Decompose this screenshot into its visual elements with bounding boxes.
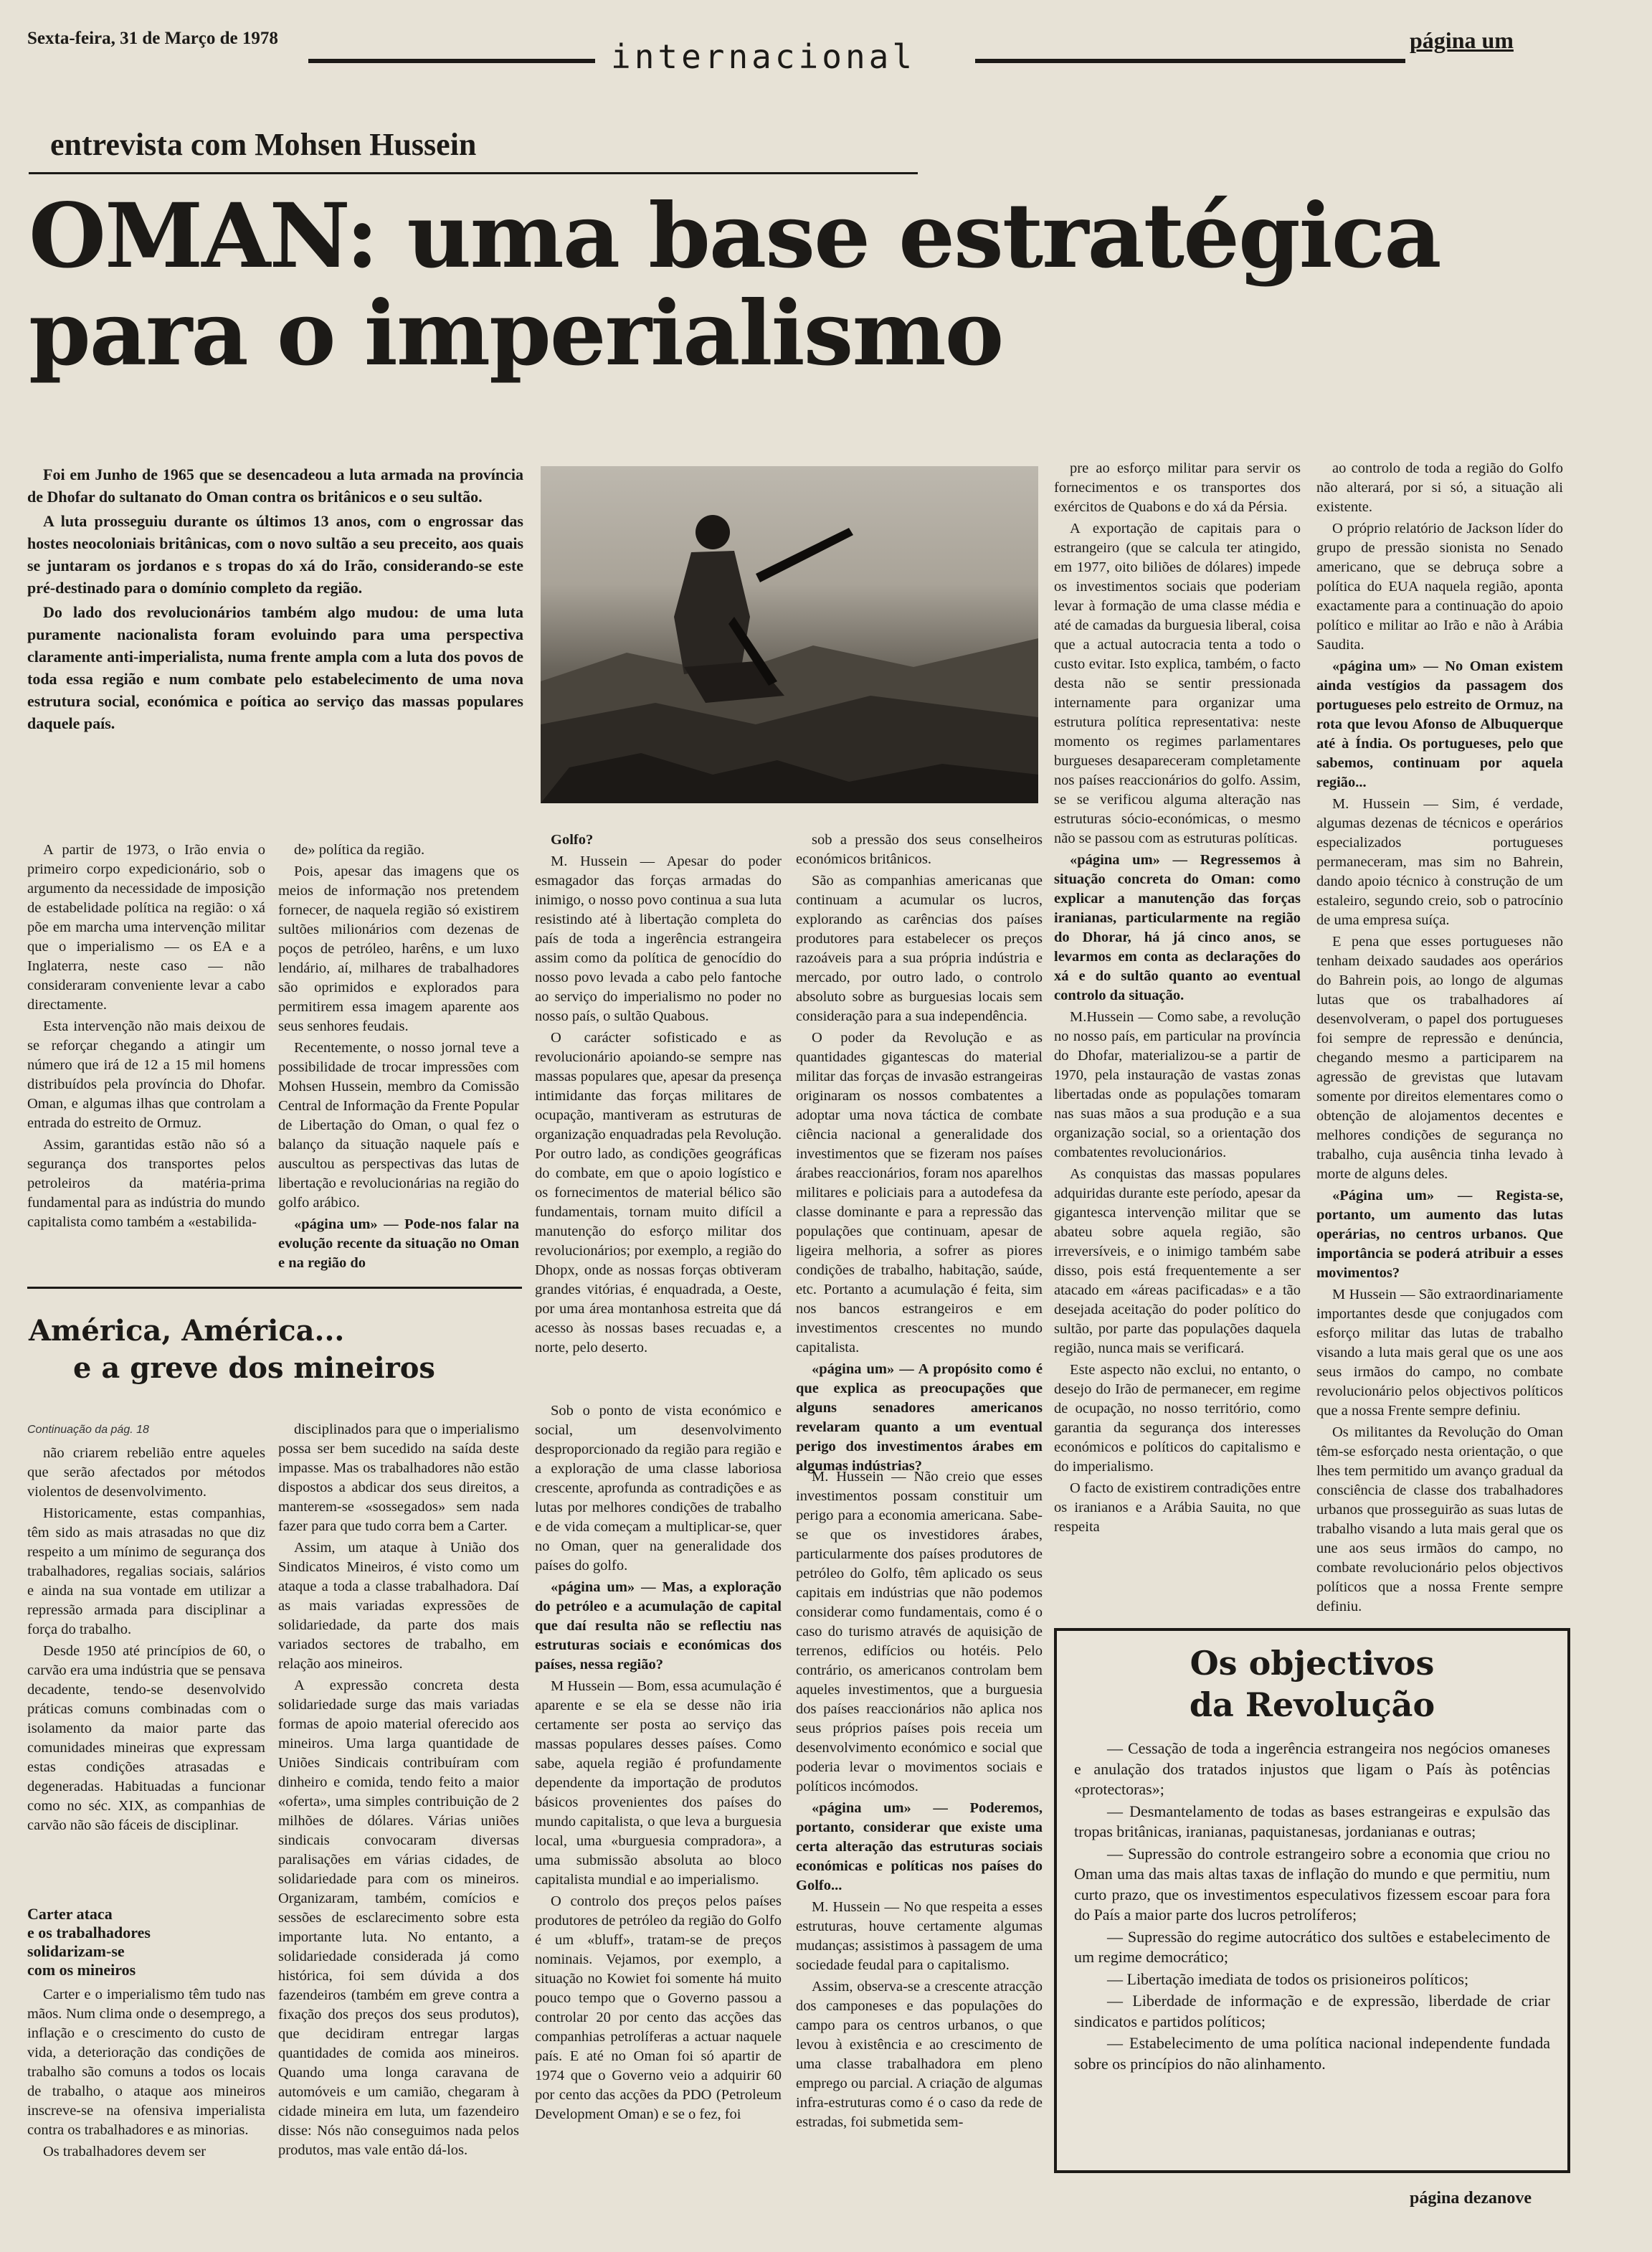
article-paragraph: M.Hussein — Como sabe, a revolução no nosso país, em particular na província do Dhofar, materializou-se a partir de 1970, pela instauração de vastas zonas libertadas onde as populações tomaram nas suas mãos a sua produção e a sua organização social, so a orientação dos combatentes revolucionários.	[1054, 1009, 1301, 1160]
article-paragraph: Assim, garantidas estão não só a segurança dos transportes pelos petroleiros da matéria-prima fundamental para as indústria do mundo capitalista como também a «estabilida-	[27, 1137, 265, 1230]
sidebar-paragraph: Os trabalhadores devem ser	[43, 2144, 206, 2159]
fighter-photo	[541, 466, 1038, 803]
sidebar-column-1b	[27, 1901, 265, 2166]
objective-item: — Estabelecimento de uma política nacional independente fundada sobre os princípios do não alinhamento.	[1074, 2034, 1550, 2073]
sidebar-rule	[27, 1287, 522, 1289]
article-paragraph: Os militantes da Revolução do Oman têm-se esforçado nesta orientação, o que lhes tem permitido um avanço gradual da consciência de classe dos trabalhadores urbanos que prosseguirão as suas lutas de trabalho visando a luta mais geral que os une aos seus irmãos do campo, no combate revolucionário pelos objectivos políticos que a nossa Frente sempre definiu.	[1316, 1424, 1563, 1614]
sidebar-subhead-line: com os mineiros	[27, 1961, 136, 1979]
sidebar-paragraph: Desde 1950 até princípios de 60, o carvão era uma indústria que se pensava decadente, tendo-se desenvolvido práticas comuns combinadas com o isolamento da maior parte das comunidades mineiras que expressam estas condições atrasadas e degeneradas. Habituadas a funcionar como no séc. XIX, as companhias de carvão não são fáceis de disciplinar.	[27, 1643, 265, 1833]
article-paragraph: M. Hussein — Não creio que esses investimentos possam constituir um perigo para a economia americana. Sabe-se que os investidores árabes, particularmente dos países produtores de petróleo do Golfo, têm aplicado os seus capitais em indústrias que não podemos considerar como fundamentais, como é o caso do turismo através de aquisição de terrenos, edifícios ou hotéis. Pelo contrário, os americanos controlam bem aqueles investimentos, que a burguesia dos países reaccionários não aplica nos seus próprios países pois receia um desenvolvimento económico e social que poderia levar o movimentos sociais e políticos incómodos.	[796, 1469, 1043, 1794]
article-paragraph: Pois, apesar das imagens que os meios de informação nos pretendem fornecer, de naquela região só existirem sultões milionários com dezenas de poços de petróleo, harêns, e um luxo lendário, aí, milhares de trabalhadores são oprimidos e explorados para permitirem essa imagem aparente aos seus senhores feudais.	[278, 864, 519, 1034]
kicker-rule	[29, 172, 918, 174]
sidebar-paragraph: Carter e o imperialismo têm tudo nas mãos. Num clima onde o desemprego, a inflação e o crescimento do custo de vida, a deterioração das condições de trabalho são comuns a todos os locais de trabalho, o ataque aos mineiros inscreve-se na ofensiva imperialista contra os trabalhadores e as minorias.	[27, 1987, 265, 2138]
article-paragraph: O facto de existirem contradições entre os iranianos e a Arábia Sauita, no que respeita	[1054, 1480, 1301, 1535]
sidebar-subhead-line: e os trabalhadores	[27, 1924, 151, 1941]
article-paragraph: M Hussein — Bom, essa acumulação é aparente e se ela se desse não iria certamente ser posta ao serviço das massas populares desses países. Como sabe, aquela região é profundamente dependente da importação de produtos básicos provenientes dos países do mundo capitalista, o que leva a burguesia local, uma «burguesia compradora», a uma submissão absoluta ao bloco capitalista mundial e ao imperialismo.	[535, 1678, 782, 1888]
objectives-list	[1074, 1738, 1550, 2074]
objectives-title-line-1: Os objectivos	[1190, 1644, 1435, 1683]
issue-date: Sexta-feira, 31 de Março de 1978	[27, 29, 278, 48]
interview-question: «Página um» — Regista-se, portanto, um aumento das lutas operárias, no centros urbanos. Que importância se poderá atribuir a esses movimentos?	[1316, 1188, 1563, 1281]
sidebar-title-line-2: e a greve dos mineiros	[73, 1351, 435, 1385]
publication-name: página um	[1410, 27, 1514, 53]
article-paragraph: Recentemente, o nosso jornal teve a possibilidade de trocar impressões com Mohsen Hussein, membro da Comissão Central de Informação da Frente Popular de Libertação do Oman, o qual fez o balanço da situação naquele país e auscultou as perspectivas das lutas de libertação e revolucionárias na região do golfo arábico.	[278, 1040, 519, 1211]
sidebar-paragraph: Assim, um ataque à União dos Sindicatos Mineiros, é visto como um ataque a toda a classe trabalhadora. Daí as mais variadas expressões de solidariedade, da parte dos mais variados sectores de trabalho, em relação aos mineiros.	[278, 1540, 519, 1672]
interview-question: «página um» — Poderemos, portanto, considerar que existe uma certa alteração das estruturas sociais económicas e políticas nos países do Golfo...	[796, 1800, 1043, 1893]
article-column-3	[535, 831, 782, 1397]
article-paragraph: O próprio relatório de Jackson líder do grupo de pressão sionista no Senado americano, que se debruça sobre a política do EUA naquela região, aponta exactamente para a continuação do apoio político e militar ao Irão e não à Arábia Saudita.	[1316, 521, 1563, 653]
objective-item: — Desmantelamento de todas as bases estrangeiras e expulsão das tropas britânicas, iranianas, paquistanesas, jordanianas e outras;	[1074, 1802, 1550, 1840]
article-column-4	[796, 831, 1043, 1474]
article-paragraph: M. Hussein — Sim, é verdade, algumas dezenas de técnicos e operários especializados portugueses permaneceram, mas sim no Bahrein, dando apoio técnico à construção de um estaleiro, segundo creio, sob o patrocínio de uma empresa suíça.	[1316, 796, 1563, 928]
section-label: internacional	[611, 37, 916, 76]
article-paragraph: sob a pressão dos seus conselheiros económicos britânicos.	[796, 832, 1043, 867]
sidebar-title	[29, 1312, 435, 1387]
article-paragraph: O poder da Revolução e as quantidades gigantescas do material militar das forças de invasão estrangeiras originaram os nossos combatentes a adoptar uma nova táctica de combate ciência nacional a generalidade dos investimentos que se fizeram nos países árabes reaccionários, foram nos aparelhos militares e policiais para a autodefesa da classe dominante e para a repressão das populações que continuam, apesar de ligeira melhoria, a sofrer as piores condições de trabalho, habitação, saúde, etc. Portanto a acumulação é feita, sim nos bancos estrangeiros e em investimentos crescentes no mundo capitalista.	[796, 1030, 1043, 1356]
article-paragraph: ao controlo de toda a região do Golfo não alterará, por si só, a situação ali existente.	[1316, 460, 1563, 515]
sidebar-paragraph: disciplinados para que o imperialismo possa ser bem sucedido na saída deste impasse. Mas os trabalhadores não estão dispostos a abdicar dos seus direitos, a manterem-se «sossegados» sem nada fazer para que tudo corra bem a Carter.	[278, 1421, 519, 1534]
sidebar-paragraph: Historicamente, estas companhias, têm sido as mais atrasadas no que diz respeito a um mínimo de segurança dos trabalhadores, regalias sociais, salários e ainda na sua vontade em utilizar a repressão armada para disciplinar a força do trabalho.	[27, 1505, 265, 1637]
article-paragraph: São as companhias americanas que continuam a acumular os lucros, explorando as carências dos países produtores para estabelecer os preços razoáveis para a sua própria indústria e mercado, por outro lado, o controlo absoluto sobre as burguesias locais sem consideração para a sua independência.	[796, 873, 1043, 1024]
sidebar-column-1	[27, 1420, 265, 1893]
sidebar-paragraph: não criarem rebelião entre aqueles que serão afectados por métodos violentos de desenvolvimento.	[27, 1445, 265, 1500]
lead-text	[27, 463, 523, 829]
lead-paragraph: Foi em Junho de 1965 que se desencadeou a luta armada na província de Dhofar do sultanato do Oman contra os britânicos e o seu sultão.	[27, 465, 523, 506]
kicker: entrevista com Mohsen Hussein	[50, 127, 477, 162]
article-column-3b	[535, 1401, 782, 2183]
sidebar-column-2	[278, 1420, 519, 2173]
continuation-note: Continuação da pág. 18	[27, 1424, 149, 1436]
article-paragraph: Assim, observa-se a crescente atracção dos camponeses e das populações do campo para os centros urbanos, o que levou à existência e ao crescimento de uma classe trabalhadora em pleno emprego ou parcial. A criação de algumas infra-estruturas como é o caso da rede de estradas, foi submetida sem-	[796, 1979, 1043, 2130]
objectives-box	[1054, 1628, 1570, 2173]
interview-question: «página um» — No Oman existem ainda vestígios da passagem dos portugueses pelo estreito de Ormuz, na rota que levou Afonso de Albuquerque até à Índia. Os portugueses, pelo que sabemos, continuam por aquela região...	[1316, 658, 1563, 790]
article-paragraph: O carácter sofisticado e as revolucionário apoiando-se sempre nas massas populares que, apesar da presença intimidante das forças militares de ocupação, mantiveram as estruturas de organização enquadradas pela Revolução. Por outro lado, as condições geográficas do combate, em que o apoio logístico e os fornecimentos de material bélico são fundamentais, tornam muito difícil a manutenção do esforço militar dos revolucionários; por exemplo, a região do Dhopx, onde as nossas forças obtiveram grandes vitórias, é enquadrada, a Oeste, por uma área montanhosa estreita que dá acesso às nossas bases recuadas e, a norte, pelo deserto.	[535, 1030, 782, 1356]
objective-item: — Supressão do controle estrangeiro sobre a economia que criou no Oman uma das mais altas taxas de inflação do mundo e que permitiu, num curto prazo, que os investimentos especulativos fizessem escoar para fora do País a maior parte dos lucros petrolíferos;	[1074, 1844, 1550, 1924]
sidebar-subhead-line: Carter ataca	[27, 1905, 113, 1923]
article-paragraph: O controlo dos preços pelos países produtores de petróleo da região do Golfo é um «bluff», tratam-se de preços nominais. Vejamos, por exemplo, a situação no Kowiet foi somente há muito pouco tempo que o Governo passou a controlar 20 por cento das acções das companhias petrolíferas a actuar naquele país. E até no Oman foi só apartir de 1974 que o Governo veio a adquirir 60 por cento das acções da PDO (Petroleum Development Oman) e se o fez, foi	[535, 1893, 782, 2122]
article-column-1	[27, 841, 265, 1235]
lead-paragraph: A luta prosseguiu durante os últimos 13 anos, com o engrossar das hostes neocoloniais britânicas, com o novo sultão a seu preceito, aos quais se juntaram os jordanos e s tropas do xá do Irão, considerando-se este pré-destinado para o domínio completo da região.	[27, 512, 523, 597]
article-paragraph: M. Hussein — Apesar do poder esmagador das forças armadas do inimigo, o nosso povo continua a sua luta resistindo até à libertação completa do país de toda a ingerência estrangeira assim como da política de genocídio do nosso povo levada a cabo pelo fantoche ao serviço do imperialismo no poder no nosso país, o sultão Quabous.	[535, 853, 782, 1024]
objectives-title-line-2: da Revolução	[1189, 1685, 1435, 1724]
article-paragraph: pre ao esforço militar para servir os fornecimentos e os transportes dos exércitos de Quabons e do xá da Pérsia.	[1054, 460, 1301, 515]
interview-question: «página um» — Mas, a exploração do petróleo e a acumulação de capital que daí resulta não se reflectiu nas estruturas sociais e económicas dos países, nessa região?	[535, 1579, 782, 1673]
interview-question: «página um» — A propósito como é que explica as preocupações que alguns senadores americanos revelaram quanto a um eventual perigo dos investimentos árabes em algumas indústrias?	[796, 1361, 1043, 1474]
masthead-rule-left	[308, 59, 595, 63]
objective-item: — Supressão do regime autocrático dos sultões e estabelecimento de um regime democrático;	[1074, 1927, 1550, 1966]
article-column-5	[1054, 459, 1301, 1641]
lead-paragraph: Do lado dos revolucionários também algo mudou: de uma luta puramente nacionalista foram evoluindo para uma perspectiva claramente anti-imperialista, numa frente ampla com a luta dos povos de toda essa região e num combate pelo estabelecimento de uma nova estrutura social, económica e poítica ao serviço das massas populares daquele país.	[27, 603, 523, 732]
article-paragraph: A partir de 1973, o Irão envia o primeiro corpo expedicionário, sob o argumento da necessidade de imposição de estabelidade política na região: o xá põe em marcha uma intervenção militar que o imperialismo — os EA e a Inglaterra, neste caso — não consideraram conveniente levar a cabo directamente.	[27, 842, 265, 1013]
article-paragraph: M. Hussein — No que respeita a esses estruturas, houve certamente algumas mudanças; assistimos à passagem de uma sociedade feudal para o capitalismo.	[796, 1899, 1043, 1973]
article-column-4b	[796, 1467, 1043, 2185]
article-paragraph: As conquistas das massas populares adquiridas durante este período, apesar da gigantesca intervenção militar que se abateu sobre aquela região, são irreversíveis, e o inimigo também sabe disso, pois está frequentemente a ser atacado em «áreas pacificadas» e a tão desejada aceitação do poder político do sultão, por parte das populações daquela região, nunca mais se verificará.	[1054, 1166, 1301, 1356]
article-paragraph: E pena que esses portugueses não tenham deixado saudades aos operários do Bahrein pois, ao longo de algumas lutas que os trabalhadores aí desenvolveram, o papel dos portugueses foi sempre de repressão e denúncia, chegando mesmo a participarem na agressão de grevistas que lutavam somente por direitos elementares como o obtenção de alojamentos decentes e melhores condições de segurança no trabalho, cuja ausência tinha levado à morte de alguns deles.	[1316, 934, 1563, 1182]
article-paragraph: Esta intervenção não mais deixou de se reforçar chegando a atingir um número que irá de 12 a 15 mil homens distribuídos pela província do Dhofar. Oman, e algumas ilhas que controlam a entrada do estreito de Ormuz.	[27, 1018, 265, 1131]
objective-item: — Libertação imediata de todos os prisioneiros políticos;	[1107, 1969, 1469, 1988]
article-column-6	[1316, 459, 1563, 1641]
article-paragraph: M Hussein — São extraordinariamente importantes desde que conjugados com esforço militar das lutas de trabalho visando a luta mais geral que os une aos seus irmãos do campo, no combate revolucionário pelos objectivos políticos que a nossa Frente sempre definiu.	[1316, 1287, 1563, 1419]
interview-question: Golfo?	[551, 832, 594, 848]
headline-line-2: para o imperialismo	[29, 282, 1003, 386]
article-column-2	[278, 841, 519, 1271]
sidebar-subhead	[27, 1905, 265, 1979]
sidebar-title-line-1: América, América...	[29, 1314, 345, 1348]
objective-item: — Cessação de toda a ingerência estrangeira nos negócios omaneses e anulação dos tratados injustos que ligam o País às potências «protectoras»;	[1074, 1739, 1550, 1798]
article-paragraph: A exportação de capitais para o estrangeiro (que se calcula ter atingido, em 1977, oito biliões de dólares) impede os investimentos sociais que poderiam levar à formação de uma classe média e até de camadas da burguesia liberal, coisa que a actual autocracia tenta a todo o custo evitar. Isto explica, também, o facto desta não se sentir pressionada internamente para organizar uma estrutura política representativa: neste momento os regimes parlamentares burgueses desapareceram completamente nos países reaccionários do golfo. Assim, se se verificou alguma alteração nas estruturas sócio-económicas, o mesmo não se passou com as estruturas políticas.	[1054, 521, 1301, 846]
page-number: página dezanove	[1410, 2189, 1532, 2208]
interview-question: «página um» — Pode-nos falar na evolução recente da situação no Oman e na região do	[278, 1216, 519, 1271]
headline-title	[29, 184, 1606, 386]
sidebar-paragraph: A expressão concreta desta solidariedade surge das mais variadas formas de apoio material oferecido aos mineiros. Uma larga quantidade de Uniões Sindicais contribuíram com dinheiro e comida, tendo feito a maior «oferta», uma simples contribuição de 2 milhões de dólares. Várias uniões sindicais convocaram diversas paralisações em várias cidades, de solidariedade para com os mineiros. Organizaram, também, comícios e sessões de esclarecimento sobre esta importante luta. No entanto, a solidariedade considerada já como histórica, foi sem dúvida a dos fazendeiros (também em greve contra a fixação dos preços dos seus produtos), que decidiram entregar largas quantidades de comida aos mineiros. Quando uma longa caravana de automóveis e um camião, chegaram à cidade mineira em luta, um fazendeiro disse: Nós não conseguimos nada pelos produtos, mas vale então dá-los.	[278, 1678, 519, 2158]
interview-question: «página um» — Regressemos à situação concreta do Oman: como explicar a manutenção das forças iranianas, particularmente na região do Dhorar, há já cinco anos, se levarmos em conta as declarações do xá e do sultão quanto ao eventual controlo da situação.	[1054, 852, 1301, 1003]
fighter-photo-image	[541, 466, 1038, 803]
sidebar-subhead-line: solidarizam-se	[27, 1942, 125, 1960]
article-paragraph: Este aspecto não exclui, no entanto, o desejo do Irão de permanecer, em regime de ocupação, no nosso território, como garantia da segurança dos interesses económicos e políticos do capitalismo e do imperialismo.	[1054, 1362, 1301, 1475]
headline-line-1: OMAN: uma base estratégica	[29, 184, 1440, 288]
objectives-title	[1074, 1642, 1550, 1726]
article-paragraph: de» política da região.	[294, 842, 425, 858]
objective-item: — Liberdade de informação e de expressão, liberdade de criar sindicatos e partidos políticos;	[1074, 1992, 1550, 2030]
article-paragraph: Sob o ponto de vista económico e social, um desenvolvimento desproporcionado da região para região e a exploração de uma classe laboriosa crescente, aprofunda as contradições e as lutas por melhores condições de trabalho e de vida começam a multiplicar-se, quer no Oman, quer na generalidade dos países do golfo.	[535, 1403, 782, 1574]
masthead-rule-right	[975, 59, 1405, 63]
